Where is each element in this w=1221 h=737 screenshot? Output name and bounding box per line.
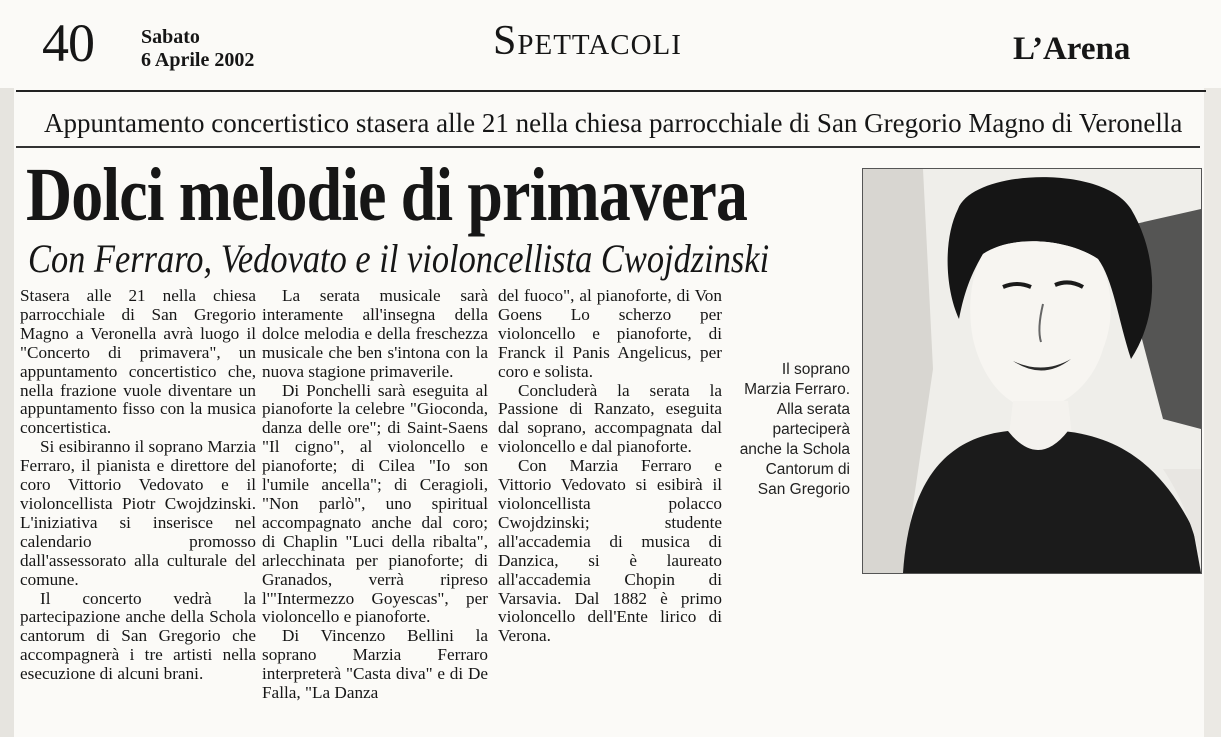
issue-day: Sabato — [141, 26, 200, 48]
photo-caption: Il soprano Marzia Ferraro. Alla serata parteciperà anche la Schola Cantorum di San Gregorio — [739, 361, 850, 498]
paragraph: La serata musicale sarà interamente all'insegna della dolce melodia e della freschezza musicale che ben s'intona con la nuova stagione primaverile. — [262, 286, 488, 381]
section-title: Spettacoli — [493, 18, 682, 64]
paragraph: del fuoco", al pianoforte, di Von Goens Lo scherzo per violoncello e pianoforte, di Franck il Panis Angelicus, per coro e solista. — [498, 286, 722, 381]
paragraph: Di Vincenzo Bellini la soprano Marzia Ferraro interpreterà "Casta diva" e di De Falla, "La Danza — [262, 626, 488, 703]
article-column-1 — [20, 287, 256, 684]
paragraph: Si esibiranno il soprano Marzia Ferraro, il pianista e direttore del coro Vittorio Vedovato e il violoncellista Piotr Cwojdzinski. L'iniziativa si inserisce nel calendario promosso dall'assessorato alla culturale del comune. — [20, 437, 256, 589]
page-edge-right — [1204, 88, 1221, 737]
issue-date-text: 6 Aprile 2002 — [141, 49, 255, 71]
paragraph: Con Marzia Ferraro e Vittorio Vedovato si esibirà il violoncellista polacco Cwojdzinski; studente all'accademia di musica di Danzica, si è laureato all'accademia Chopin di Varsavia. Dal 1882 è primo violoncello dell'Ente lirico di Verona. — [498, 456, 722, 646]
page-number: 40 — [42, 13, 94, 73]
page-edge-left — [0, 88, 14, 737]
newspaper-masthead: L’Arena — [1013, 31, 1131, 67]
article-subheadline: Con Ferraro, Vedovato e il violoncellista Cwojdzinski — [28, 236, 770, 281]
kicker-divider — [16, 146, 1200, 148]
header-divider — [16, 90, 1206, 92]
article-column-2 — [262, 287, 488, 703]
article-column-3 — [498, 287, 722, 646]
paragraph: Di Ponchelli sarà eseguita al pianoforte la celebre "Gioconda, danza delle ore"; di Saint-Saens "Il cigno", al violoncello e pianoforte; di Cilea "Io son l'umile ancella"; di Ceragioli, "Non parlò", uno spiritual accompagnato anche dal coro; di Chaplin "Luci della ribalta", arlecchinata per pianoforte; di Granados, verrà ripreso l'"Intermezzo Goyescas", per violoncello e pianoforte. — [262, 380, 488, 627]
article-kicker: Appuntamento concertistico stasera alle 21 nella chiesa parrocchiale di San Gregorio Magno di Veronella — [44, 108, 1183, 138]
soprano-photo — [862, 168, 1202, 574]
paragraph: Il concerto vedrà la partecipazione anche della Schola cantorum di San Gregorio che accompagnerà i tre artisti nella esecuzione di alcuni brani. — [20, 588, 256, 684]
issue-date — [141, 26, 254, 72]
paragraph: Stasera alle 21 nella chiesa parrocchiale di San Gregorio Magno a Veronella avrà luogo il "Concerto di primavera", un appuntamento concertistico che, nella frazione vuole diventare un appuntamento fisso con la musica concertistica. — [20, 286, 256, 438]
soprano-portrait-image — [863, 169, 1201, 573]
paragraph: Concluderà la serata la Passione di Ranzato, eseguita dal soprano, accompagnata dal violoncello e dal pianoforte. — [498, 380, 722, 457]
article-headline: Dolci melodie di primavera — [26, 153, 748, 237]
